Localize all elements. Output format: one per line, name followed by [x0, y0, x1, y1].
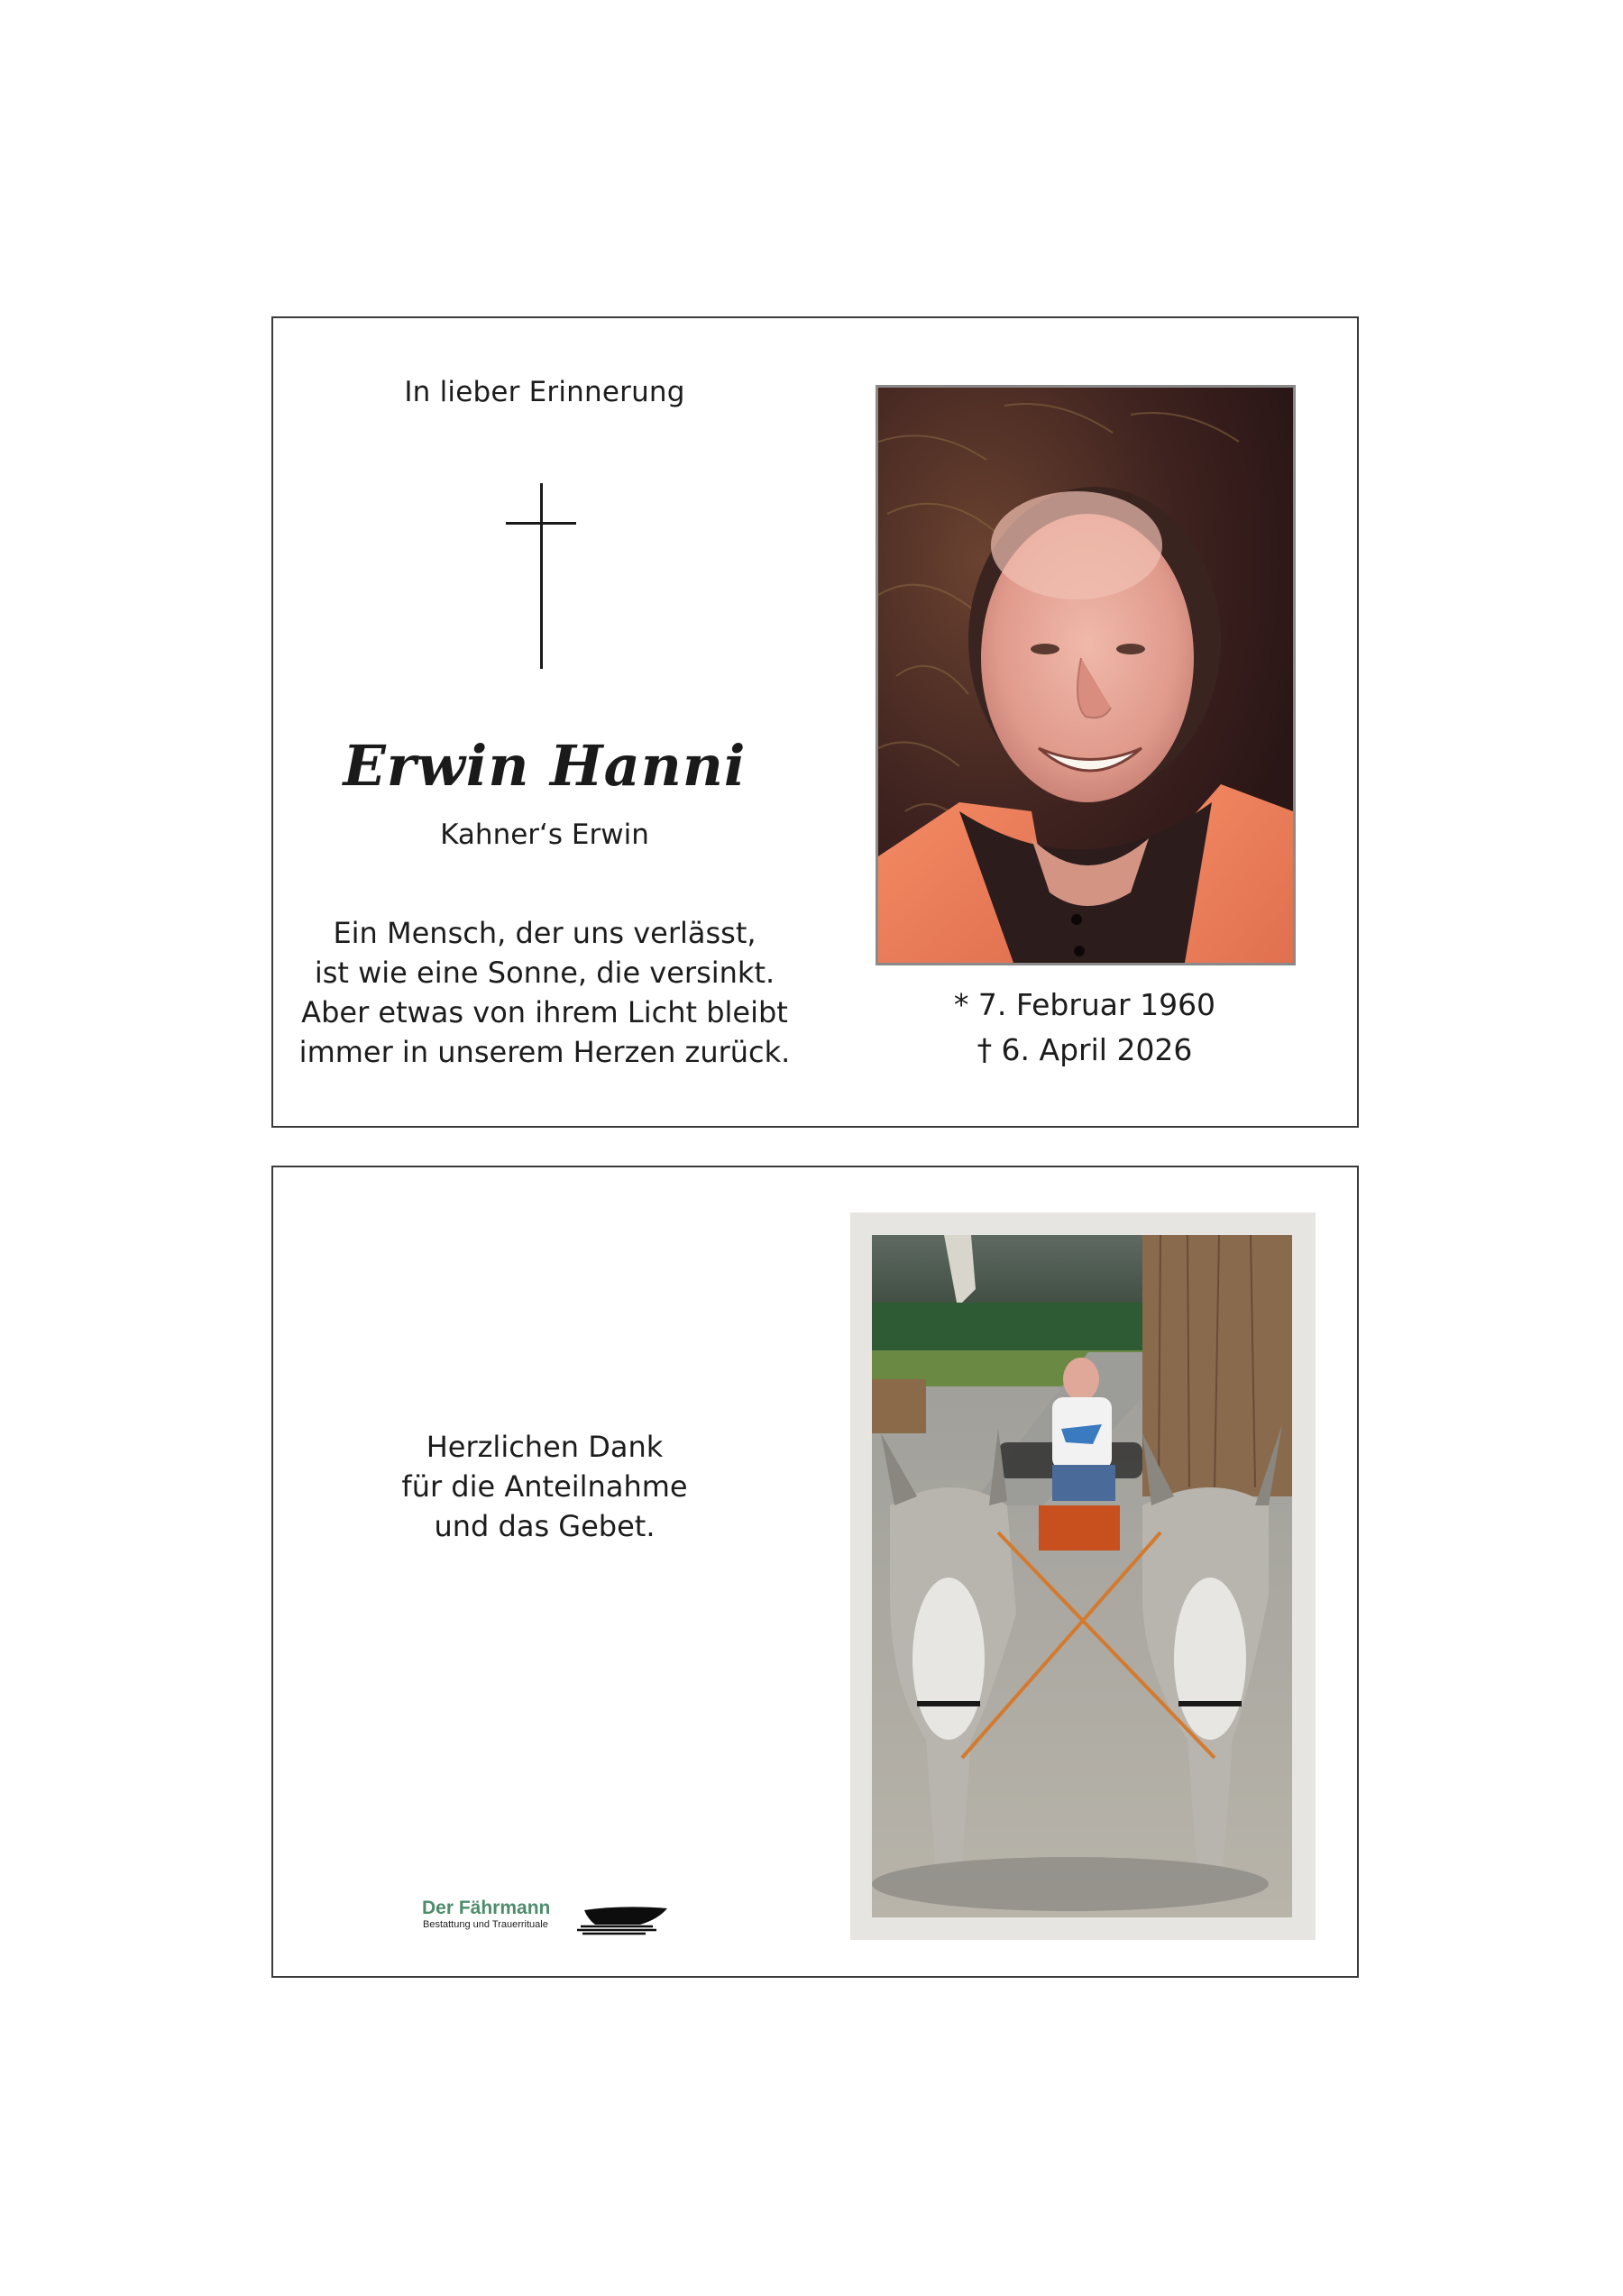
greeting-text: In lieber Erinnerung: [404, 376, 685, 408]
donkey-cart-image: [872, 1235, 1292, 1917]
donkey-cart-photo: [872, 1235, 1292, 1917]
logo-tagline: Bestattung und Trauerrituale: [423, 1919, 548, 1930]
nickname: Kahner‘s Erwin: [440, 819, 649, 851]
thanks-line: für die Anteilnahme: [401, 1469, 688, 1504]
verse-line: ist wie eine Sonne, die versinkt.: [314, 956, 775, 990]
birth-date: * 7. Februar 1960: [953, 987, 1216, 1022]
thanks-line: Herzlichen Dank: [426, 1430, 664, 1464]
logo-name: Der Fährmann: [422, 1898, 551, 1918]
verse-line: Aber etwas von ihrem Licht bleibt: [301, 995, 788, 1029]
memorial-card-front: [271, 316, 1359, 1128]
memorial-card-back: [271, 1166, 1359, 1978]
deceased-name: Erwin Hanni: [343, 733, 747, 799]
life-dates: [850, 983, 1319, 1073]
thanks-line: und das Gebet.: [434, 1509, 656, 1543]
memorial-verse: [273, 913, 816, 1072]
portrait-photo: [876, 385, 1296, 965]
thanks-text: [273, 1427, 816, 1546]
portrait-image: [878, 388, 1293, 963]
death-date: † 6. April 2026: [977, 1032, 1193, 1067]
boat-icon: [577, 1901, 671, 1937]
verse-line: Ein Mensch, der uns verlässt,: [333, 916, 756, 950]
funeral-home-logo: [422, 1898, 692, 1943]
latin-cross-icon: [506, 483, 578, 671]
donkey-cart-photo-frame: [850, 1212, 1316, 1940]
verse-line: immer in unserem Herzen zurück.: [298, 1035, 791, 1069]
